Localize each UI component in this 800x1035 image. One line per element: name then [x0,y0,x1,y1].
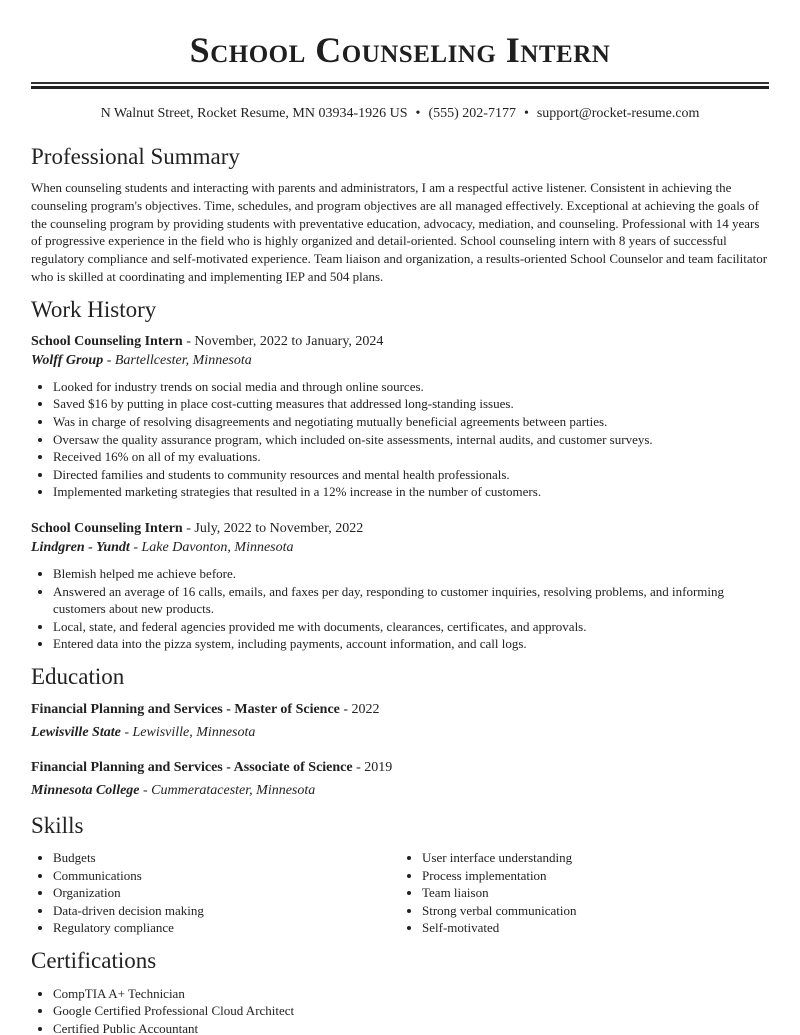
job-dates: - July, 2022 to November, 2022 [182,520,364,536]
year: - 2019 [352,759,393,775]
list-item: • Regulatory compliance [53,919,400,937]
separator: • [523,106,529,121]
separator: • [415,106,421,121]
list-item: • User interface understanding [422,849,769,867]
list-item: • Received 16% on all of my evaluations. [53,448,769,466]
list-item: • Communications [53,867,400,885]
job-entry [31,332,769,501]
job-bullets [31,565,769,653]
company-location: - Bartellcester, Minnesota [103,352,252,368]
list-item: • Implemented marketing strategies that resulted in a 12% increase in the number of customers. [53,483,769,501]
list-item: • Blemish helped me achieve before. [53,565,769,583]
job-title: School Counseling Intern [31,520,183,536]
degree: Financial Planning and Services - Master of Science [31,701,340,717]
list-item: • Strong verbal communication [422,902,769,920]
list-item: • Team liaison [422,884,769,902]
list-item: • Process implementation [422,867,769,885]
list-item: • Local, state, and federal agencies provided me with documents, clearances, certificates, and approvals. [53,618,769,636]
list-item: • Self-motivated [422,919,769,937]
school-location: - Lewisville, Minnesota [120,724,256,740]
list-item: • Oversaw the quality assurance program, which included on-site assessments, internal audits, and customer surveys. [53,431,769,449]
list-item: • Looked for industry trends on social media and through online sources. [53,378,769,396]
job-bullets [31,378,769,501]
certifications-heading: Certifications [31,947,157,973]
divider [31,86,769,89]
job-entry [31,519,769,653]
summary-heading: Professional Summary [31,144,240,169]
list-item: • Certified Public Accountant [53,1020,769,1035]
school-location: - Cummeratacester, Minnesota [139,782,316,798]
contact-line [31,105,769,123]
contact-email: support@rocket-resume.com [536,106,700,121]
list-item: • Answered an average of 16 calls, emails, and faxes per day, responding to customer inquiries, resolving problems, and informing customers about new products. [53,583,769,618]
school: Minnesota College [31,782,140,798]
school: Lewisville State [31,724,121,740]
summary-text: When counseling students and interacting with parents and administrators, I am a respectful active listener. Consistent in achieving the counseling program's objectives. Time, schedules, and program objectives are all managed effectively. Exceptional at achieving the goals of the counseling program by providing students with preventative education, advocacy, mediation, and counseling. Professional with 14 years of progressive experience in the field who is highly organized and detail-oriented. School counseling intern with 8 years of successful regulatory compliance and self-motivated experience. Team liaison and organization, a results-oriented School Counselor and team facilitator who is skilled at coordinating and implementing IEP and 504 plans. [31,180,768,284]
education-heading: Education [31,663,125,689]
education-entry [31,758,769,800]
company-location: - Lake Davonton, Minnesota [129,539,294,555]
skills-heading: Skills [31,812,84,838]
divider [31,82,769,84]
education-entry [31,700,769,742]
list-item: • Directed families and students to community resources and mental health professionals. [53,466,769,484]
list-item: • Entered data into the pizza system, including payments, account information, and call logs. [53,635,769,653]
list-item: • CompTIA A+ Technician [53,985,769,1003]
list-item: • Google Certified Professional Cloud Architect [53,1002,769,1020]
contact-address: N Walnut Street, Rocket Resume, MN 03934-1926 US [100,106,408,121]
list-item: • Budgets [53,849,400,867]
company-name: Wolff Group [31,352,104,368]
list-item: • Was in charge of resolving disagreements and negotiating mutually beneficial agreements between parties. [53,413,769,431]
work-heading: Work History [31,296,157,322]
contact-phone: (555) 202-7177 [428,106,516,121]
certifications-list [31,985,769,1035]
list-item: • Data-driven decision making [53,902,400,920]
skills-list-right [400,849,769,937]
company-name: Lindgren - Yundt [31,539,130,555]
resume-title: School Counseling Intern [189,30,611,70]
skills-columns [31,849,769,937]
list-item: • Organization [53,884,400,902]
list-item: • Saved $16 by putting in place cost-cutting measures that addressed long-standing issues. [53,395,769,413]
job-title: School Counseling Intern [31,333,183,349]
job-dates: - November, 2022 to January, 2024 [182,333,384,349]
degree: Financial Planning and Services - Associate of Science [31,759,353,775]
skills-list-left [31,849,400,937]
year: - 2022 [339,701,380,717]
